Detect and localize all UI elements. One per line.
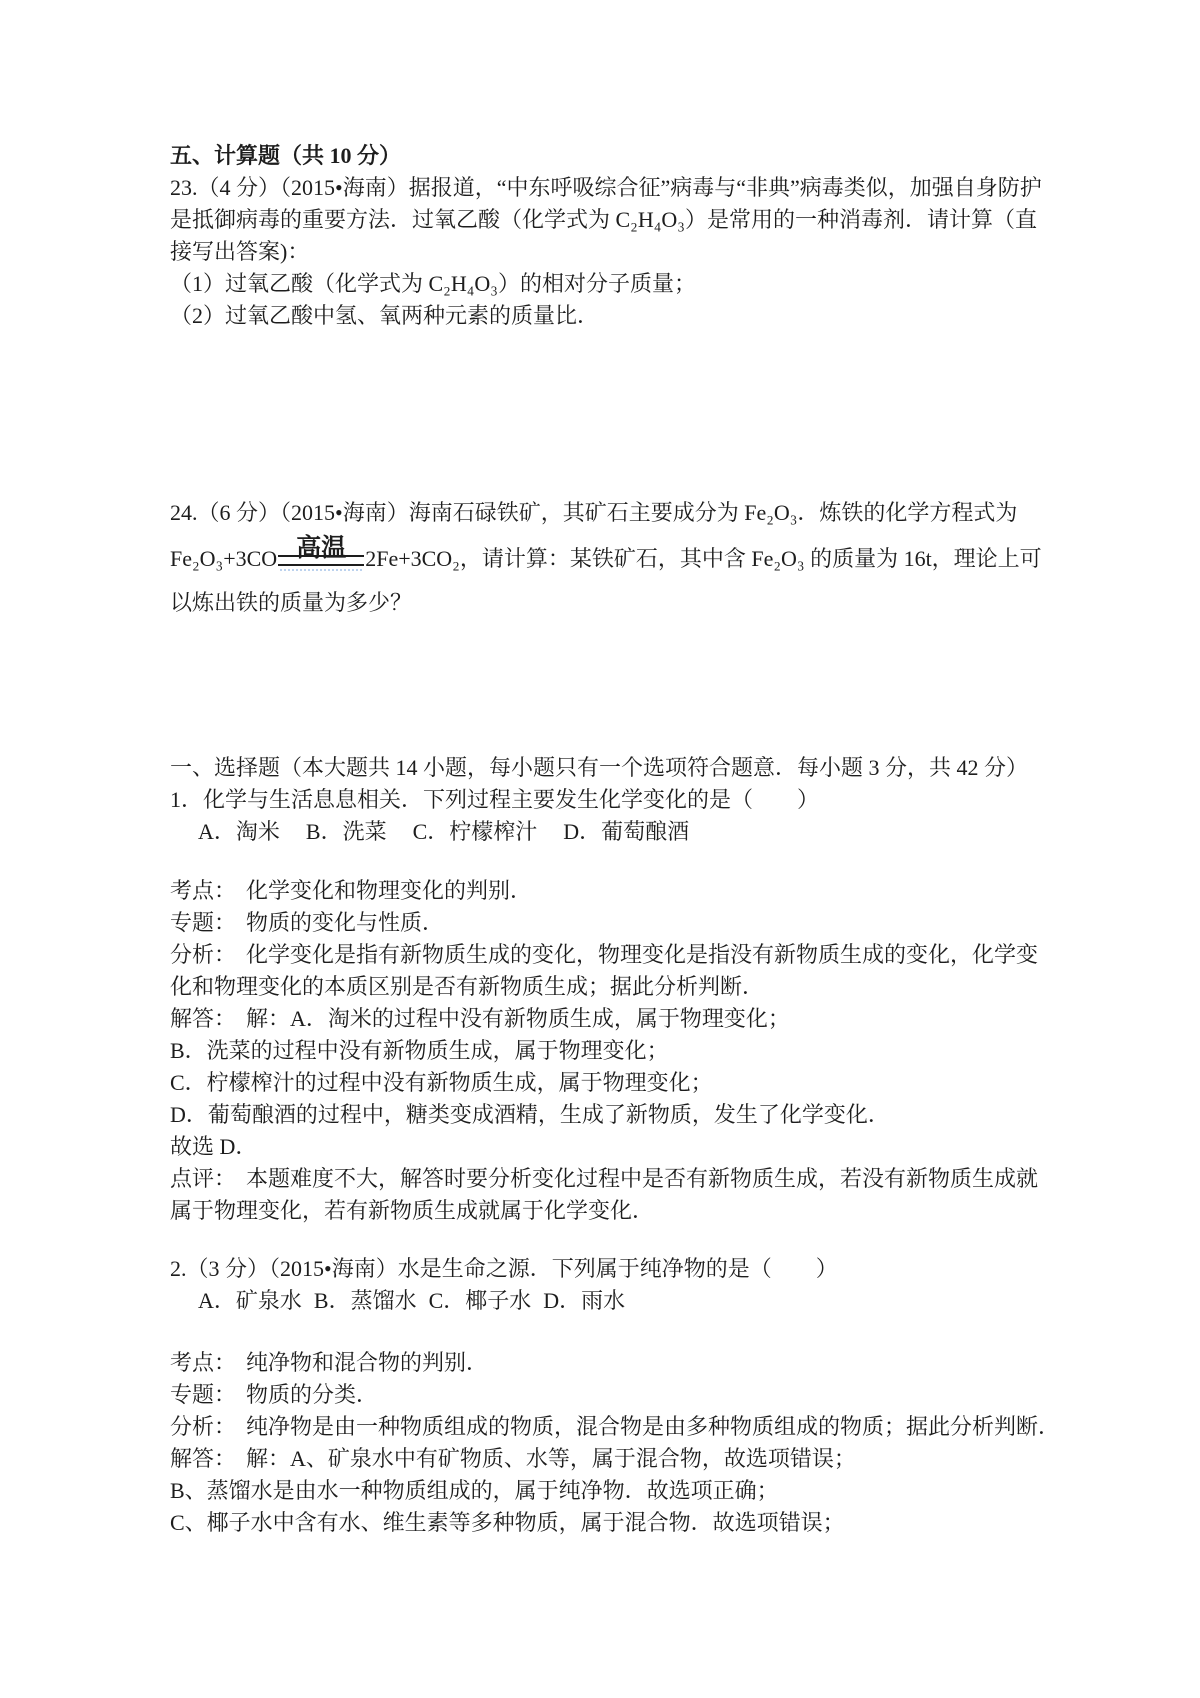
q2-jieda-line-c: C、椰子水中含有水、维生素等多种物质，属于混合物．故选项错误； — [170, 1510, 845, 1535]
calc-section-heading: 五、计算题（共 10 分） — [170, 143, 402, 168]
q1-kaodian-row — [170, 875, 1042, 907]
question-1 — [170, 784, 1042, 1227]
reaction-condition-text: 高温 — [296, 535, 347, 563]
q2-kaodian-row — [170, 1347, 1042, 1379]
double-line-icon — [278, 555, 364, 566]
q1-option-c: C．柠檬榨汁 — [412, 819, 538, 844]
q23-text-line-2: 是抵御病毒的重要方法．过氧乙酸（化学式为 C₂H₄O₃）是常用的一种消毒剂．请计算（直 — [170, 207, 1037, 232]
q2-jieda-text-1: 解：A、矿泉水中有矿物质、水等，属于混合物，故选项错误； — [246, 1446, 856, 1471]
zhuanti-label: 专题： — [170, 910, 237, 935]
q2-zhuanti-text: 物质的分类． — [246, 1382, 379, 1407]
q1-zhuanti-text: 物质的变化与性质． — [246, 910, 445, 935]
q24-chemical-equation — [170, 535, 1042, 575]
choice-section-heading: 一、选择题（本大题共 14 小题，每小题只有一个选项符合题意．每小题 3 分，共 42 分） — [170, 755, 1029, 780]
q1-stem: 1．化学与生活息息相关．下列过程主要发生化学变化的是（ ） — [170, 787, 820, 812]
q2-kaodian-text: 纯净物和混合物的判别． — [246, 1350, 489, 1375]
q2-option-b: B．蒸馏水 — [313, 1288, 417, 1313]
kaodian-label: 考点： — [170, 1350, 237, 1375]
q1-fenxi-text-1: 化学变化是指有新物质生成的变化，物理变化是指没有新物质生成的变化，化学变 — [246, 942, 1039, 967]
zhuanti-label: 专题： — [170, 1382, 237, 1407]
q23-text-line-1: 23.（4 分）（2015•海南）据报道，“中东呼吸综合征”病毒与“非典”病毒类似，加强自身防护 — [170, 175, 1042, 200]
q23-subitem-1: （1）过氧乙酸（化学式为 C₂H₄O₃）的相对分子质量； — [170, 271, 696, 296]
jieda-label: 解答： — [170, 1006, 237, 1031]
question-24 — [170, 497, 1042, 619]
equation-reactants: Fe₂O₃+3CO — [170, 546, 278, 571]
q1-kaodian-text: 化学变化和物理变化的判别． — [246, 878, 533, 903]
q1-jieda-line-d: D．葡萄酿酒的过程中，糖类变成酒精，生成了新物质，发生了化学变化． — [170, 1102, 890, 1127]
jieda-label: 解答： — [170, 1446, 237, 1471]
equation-products: 2Fe+3CO₂，请计算：某铁矿石，其中含 Fe₂O₃ 的质量为 16t，理论上可 — [365, 546, 1042, 571]
q2-fenxi-row — [170, 1411, 1061, 1443]
q1-jieda-line-c: C．柠檬榨汁的过程中没有新物质生成，属于物理变化； — [170, 1070, 713, 1095]
dianping-label: 点评： — [170, 1166, 237, 1191]
q23-subitem-2: （2）过氧乙酸中氢、氧两种元素的质量比． — [170, 303, 600, 328]
q1-jieda-row — [170, 1003, 1042, 1035]
q1-dianping-continuation: 属于物理变化，若有新物质生成就属于化学变化． — [170, 1198, 655, 1223]
q1-answer-line: 故选 D． — [170, 1134, 258, 1159]
q2-zhuanti-row — [170, 1379, 1042, 1411]
fenxi-label: 分析： — [170, 1414, 237, 1439]
q1-options — [170, 816, 1042, 848]
q2-jieda-row — [170, 1443, 1042, 1475]
q1-jieda-text-1: 解：A．淘米的过程中没有新物质生成，属于物理变化； — [246, 1006, 790, 1031]
q1-fenxi-row — [170, 939, 1042, 971]
q24-text-line-3: 以炼出铁的质量为多少？ — [170, 590, 413, 615]
q2-option-c: C．椰子水 — [428, 1288, 532, 1313]
document-content — [170, 140, 1061, 1539]
q1-dianping-text-1: 本题难度不大，解答时要分析变化过程中是否有新物质生成，若没有新物质生成就 — [246, 1166, 1039, 1191]
q1-zhuanti-row — [170, 907, 1042, 939]
q1-dianping-row — [170, 1163, 1042, 1195]
q1-jieda-line-b: B．洗菜的过程中没有新物质生成，属于物理变化； — [170, 1038, 669, 1063]
question-23 — [170, 172, 1042, 332]
q1-option-d: D．葡萄酿酒 — [563, 819, 690, 844]
q2-options — [170, 1285, 1042, 1317]
q1-option-b: B．洗菜 — [305, 819, 387, 844]
q24-text-line-1: 24.（6 分）（2015•海南）海南石碌铁矿，其矿石主要成分为 Fe₂O₃．炼铁的化学方程式为 — [170, 500, 1018, 525]
fenxi-label: 分析： — [170, 942, 237, 967]
kaodian-label: 考点： — [170, 878, 237, 903]
q2-fenxi-text: 纯净物是由一种物质组成的物质，混合物是由多种物质组成的物质；据此分析判断． — [246, 1414, 1061, 1439]
q2-option-d: D．雨水 — [543, 1288, 626, 1313]
reaction-condition-bar — [278, 535, 364, 566]
q23-text-line-3: 接写出答案)： — [170, 239, 310, 264]
q2-stem: 2.（3 分）（2015•海南）水是生命之源．下列属于纯净物的是（ ） — [170, 1256, 838, 1281]
q1-option-a: A．淘米 — [198, 819, 280, 844]
q2-option-a: A．矿泉水 — [198, 1288, 302, 1313]
q1-fenxi-continuation: 化和物理变化的本质区别是否有新物质生成；据此分析判断． — [170, 974, 765, 999]
question-2 — [170, 1253, 1061, 1539]
q2-jieda-line-b: B、蒸馏水是由水一种物质组成的，属于纯净物．故选项正确； — [170, 1478, 779, 1503]
